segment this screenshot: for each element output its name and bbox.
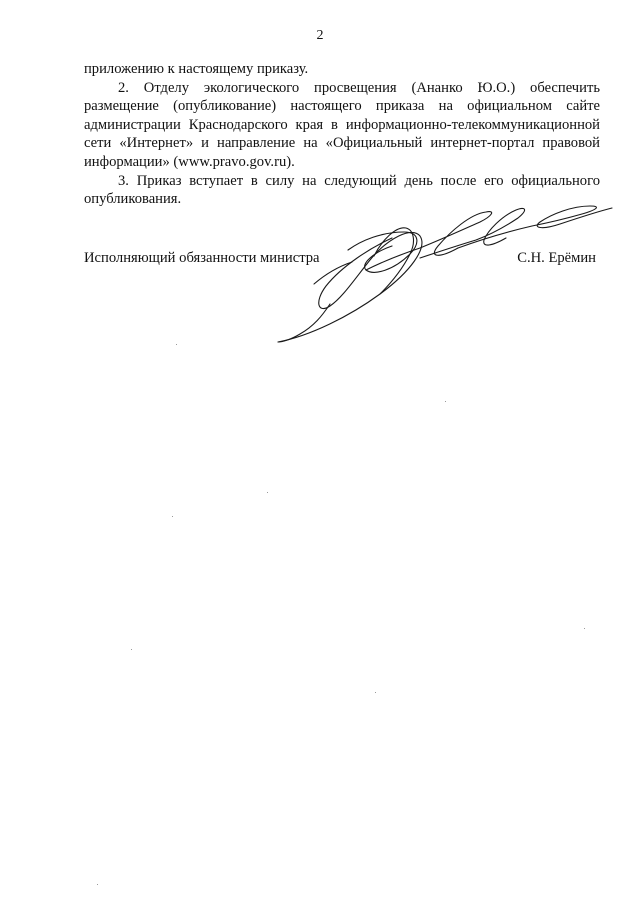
scan-speck [375,692,376,693]
paragraph-item-3: 3. Приказ вступает в силу на следующий день после его официального опубликования. [84,172,600,208]
document-body [84,60,600,209]
signatory-title: Исполняющий обязанности министра [84,250,320,266]
scan-speck [131,649,132,650]
scan-speck [97,884,98,885]
scan-speck [267,492,268,493]
scan-speck [584,628,585,629]
scan-speck [445,401,446,402]
page-number: 2 [316,28,324,43]
signatory-name: С.Н. Ерёмин [517,250,596,266]
paragraph-continuation: приложению к настоящему приказу. [84,61,309,77]
paragraph-item-2: 2. Отделу экологического просвещения (Ананко Ю.О.) обеспечить размещение (опубликование) настоящего приказа на официальном сайте администрации Краснодарского края в информационно-телекоммуникационной сети «Интернет» и направление на «Официальный интернет-портал правовой информации» (www.pravo.gov.ru). [84,79,600,170]
scan-speck [172,516,173,517]
scan-speck [176,344,177,345]
handwritten-signature [270,196,620,348]
